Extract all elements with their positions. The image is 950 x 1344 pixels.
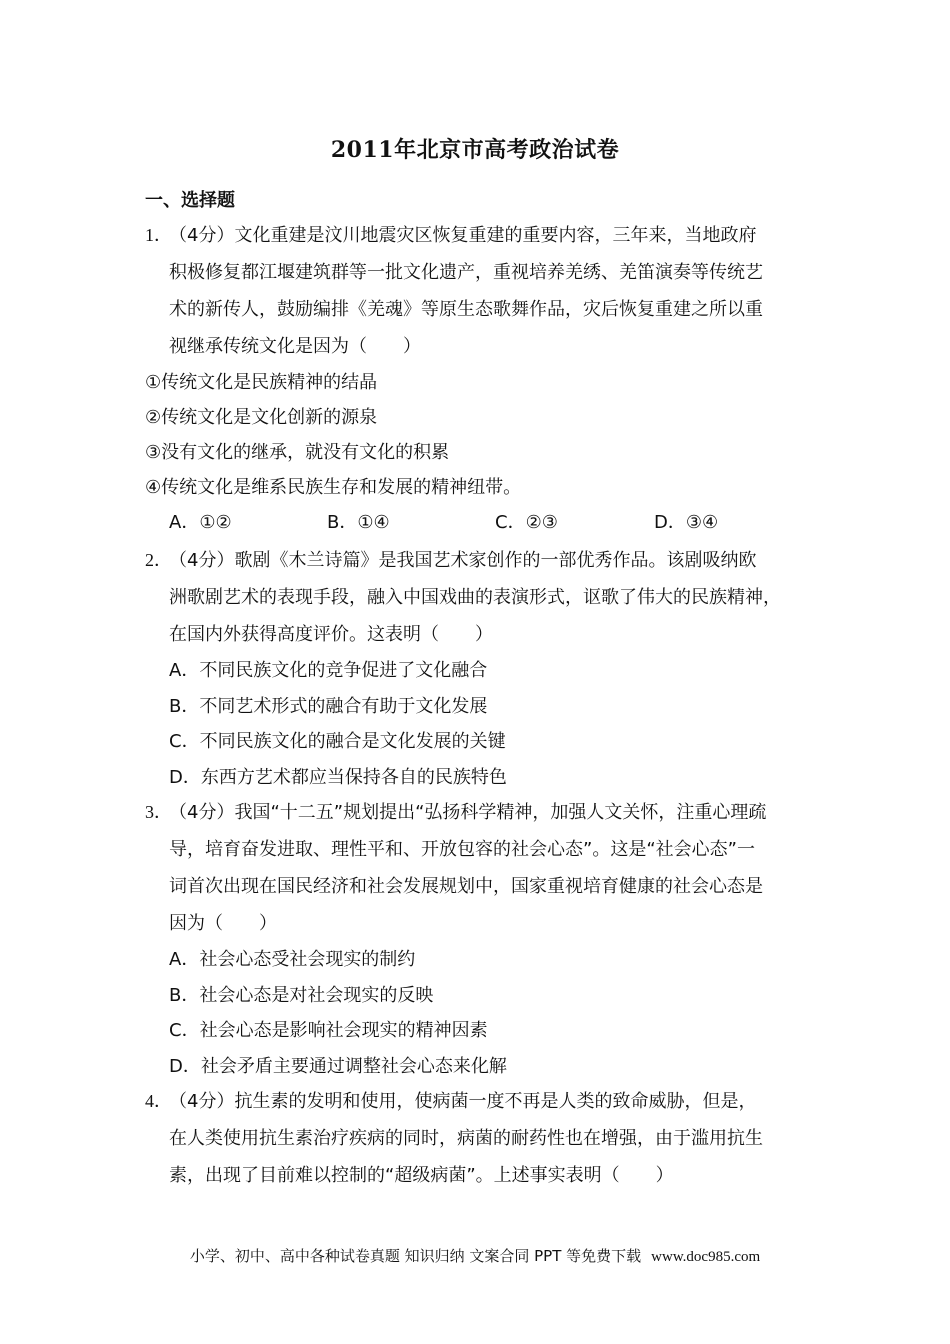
option-d[interactable]: D．社会矛盾主要通过调整社会心态来化解 — [169, 1055, 507, 1077]
option-a[interactable]: A．①② — [169, 512, 232, 533]
option-b[interactable]: B．不同艺术形式的融合有助于文化发展 — [169, 695, 488, 717]
question-4-line-1 — [145, 1083, 815, 1120]
question-1-options — [145, 505, 815, 540]
statement-2: ②传统文化是文化创新的源泉 — [145, 407, 378, 428]
question-4 — [145, 1083, 815, 1194]
question-number: 3． — [145, 802, 172, 822]
question-text: （4分）歌剧《木兰诗篇》是我国艺术家创作的一部优秀作品。该剧吸纳欧 — [169, 550, 757, 571]
question-text: （4分）抗生素的发明和使用，使病菌一度不再是人类的致命威胁，但是， — [169, 1091, 757, 1112]
question-1 — [145, 217, 815, 365]
question-2 — [145, 542, 815, 795]
question-number: 4． — [145, 1091, 172, 1111]
question-2-line-1 — [145, 542, 815, 579]
question-1-line-4: 视继承传统文化是因为（ ） — [169, 336, 421, 357]
question-number: 2． — [145, 550, 172, 570]
question-3-line-4: 因为（ ） — [169, 913, 277, 934]
option-d[interactable]: D．③④ — [654, 512, 719, 533]
page-title: 2011年北京市高考政治试卷 — [330, 137, 620, 163]
question-3 — [145, 794, 815, 1084]
option-c[interactable]: C．社会心态是影响社会现实的精神因素 — [169, 1020, 488, 1041]
question-text: （4分）我国“十二五”规划提出“弘扬科学精神，加强人文关怀，注重心理疏 — [169, 802, 767, 823]
option-b[interactable]: B．社会心态是对社会现实的反映 — [169, 984, 434, 1006]
option-c[interactable]: C．不同民族文化的融合是文化发展的关键 — [169, 731, 506, 752]
footer-url[interactable]: www.doc985.com — [651, 1249, 761, 1265]
question-2-line-3: 在国内外获得高度评价。这表明（ ） — [169, 624, 493, 645]
question-2-line-2: 洲歌剧艺术的表现手段，融入中国戏曲的表演形式，讴歌了伟大的民族精神， — [169, 587, 781, 608]
option-a[interactable]: A．社会心态受社会现实的制约 — [169, 949, 416, 970]
statement-3: ③没有文化的继承，就没有文化的积累 — [145, 442, 450, 463]
question-4-line-3: 素，出现了目前难以控制的“超级病菌”。上述事实表明（ ） — [169, 1165, 674, 1186]
option-b[interactable]: B．①④ — [327, 512, 390, 533]
question-1-line-2: 积极修复都江堰建筑群等一批文化遗产，重视培养羌绣、羌笛演奏等传统艺 — [169, 262, 763, 283]
question-1-line-3: 术的新传人，鼓励编排《羌魂》等原生态歌舞作品，灾后恢复重建之所以重 — [169, 299, 763, 320]
question-1-line-1 — [145, 217, 815, 254]
option-a[interactable]: A．不同民族文化的竞争促进了文化融合 — [169, 660, 488, 681]
question-number: 1． — [145, 225, 172, 245]
section-heading: 一、选择题 — [145, 190, 235, 211]
question-3-line-3: 词首次出现在国民经济和社会发展规划中，国家重视培育健康的社会心态是 — [169, 876, 763, 897]
question-4-line-2: 在人类使用抗生素治疗疾病的同时，病菌的耐药性也在增强，由于滥用抗生 — [169, 1128, 763, 1149]
option-c[interactable]: C．②③ — [495, 512, 558, 533]
statement-4: ④传统文化是维系民族生存和发展的精神纽带。 — [145, 477, 522, 498]
question-3-line-2: 导，培育奋发进取、理性平和、开放包容的社会心态”。这是“社会心态”一 — [169, 839, 755, 860]
option-d[interactable]: D．东西方艺术都应当保持各自的民族特色 — [169, 766, 507, 788]
question-3-line-1 — [145, 794, 815, 831]
page-footer — [0, 1245, 950, 1266]
question-text: （4分）文化重建是汶川地震灾区恢复重建的重要内容，三年来，当地政府 — [169, 225, 757, 246]
question-1-statements — [145, 365, 815, 540]
footer-text: 小学、初中、高中各种试卷真题 知识归纳 文案合同 PPT 等免费下载 — [189, 1247, 642, 1265]
statement-1: ①传统文化是民族精神的结晶 — [145, 372, 378, 393]
